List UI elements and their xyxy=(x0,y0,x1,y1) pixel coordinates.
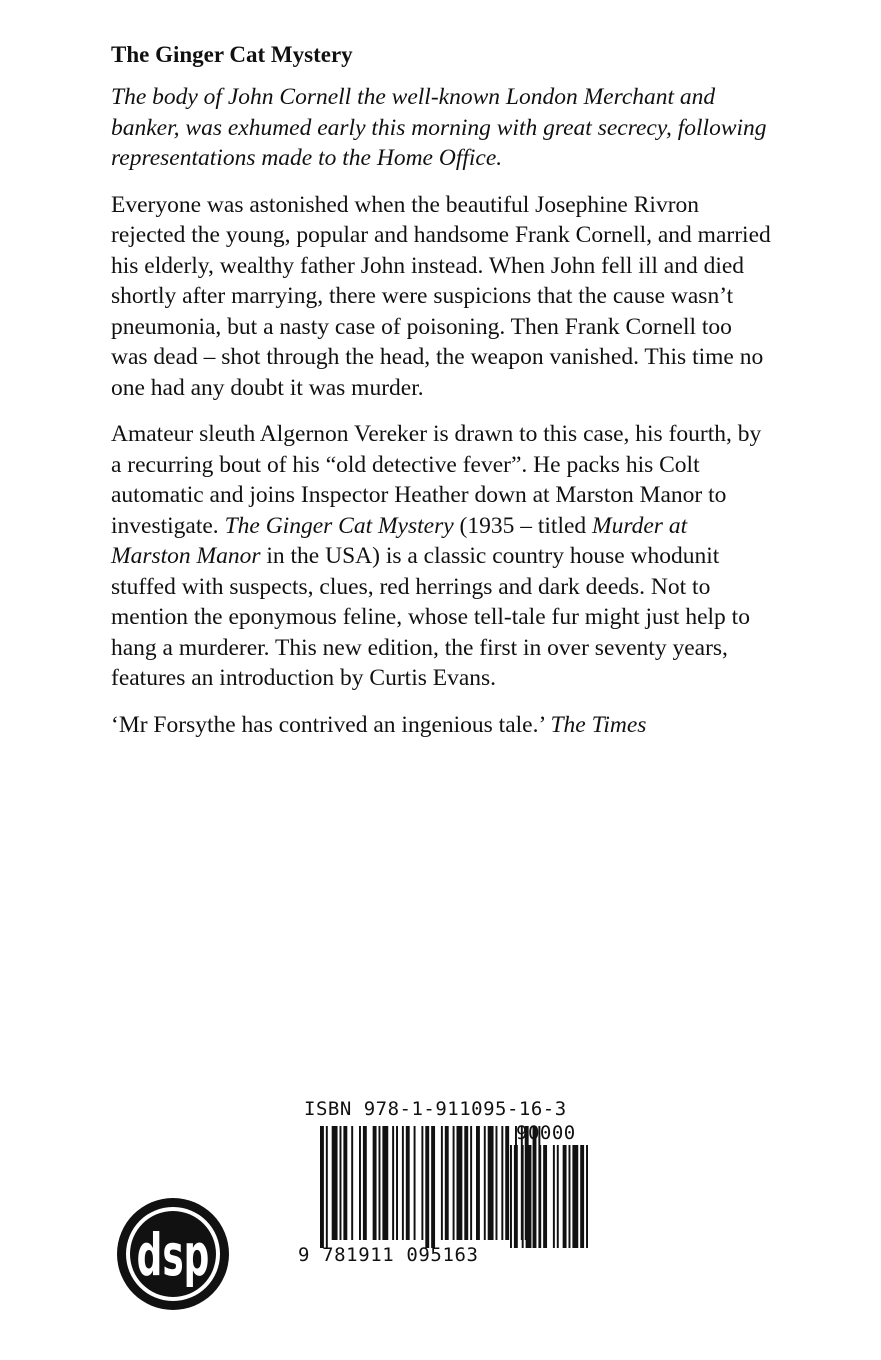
back-cover-text xyxy=(111,40,771,756)
synopsis-paragraph-2 xyxy=(111,419,771,694)
lede-paragraph: The body of John Cornell the well-known London Merchant and banker, was exhumed early this morning with great secrecy, following representations made to the Home Office. xyxy=(111,84,767,171)
book-title: The Ginger Cat Mystery xyxy=(111,42,353,67)
synopsis-paragraph-1: Everyone was astonished when the beautiful Josephine Rivron rejected the young, popular and handsome Frank Cornell, and married his elderly, wealthy father John instead. When John fell ill and died shortly after marrying, there were suspicions that the cause wasn’t pneumonia, but a nasty case of poisoning. Then Frank Cornell too was dead – shot through the head, the weapon vanished. This time no one had any doubt it was murder. xyxy=(111,191,771,401)
barcode-bars xyxy=(298,1098,598,1248)
quote-source: The Times xyxy=(550,711,647,738)
dsp-publisher-logo-icon xyxy=(116,1197,230,1311)
review-quote xyxy=(111,710,771,741)
barcode-digits: 9 781911 095163 xyxy=(298,1244,479,1266)
us-title-reference: Murder at Marston Manor xyxy=(111,512,688,569)
synopsis-text-c: in the USA) is a classic country house whodunit stuffed with suspects, clues, red herrings and dark deeds. Not to mention the eponymous feline, whose tell-tale fur might just help to hang a murderer. This new edition, the first in over seventy years, features an introduction by Curtis Evans. xyxy=(111,543,750,691)
isbn-barcode xyxy=(298,1098,598,1273)
price-code: 90000 xyxy=(516,1122,576,1144)
logo-letters: dsp xyxy=(136,1223,210,1290)
quote-text: ‘Mr Forsythe has contrived an ingenious tale.’ xyxy=(111,711,551,738)
synopsis-text-a: Amateur sleuth Algernon Vereker is drawn to this case, his fourth, by a recurring bout of his “old detective fever”. He packs his Colt automatic and joins Inspector Heather down at Marston Manor to investigate. xyxy=(111,421,762,539)
isbn-label: ISBN 978-1-911095-16-3 xyxy=(304,1098,567,1120)
title-reference: The Ginger Cat Mystery xyxy=(224,512,454,539)
synopsis-text-b: (1935 – titled xyxy=(453,512,593,539)
